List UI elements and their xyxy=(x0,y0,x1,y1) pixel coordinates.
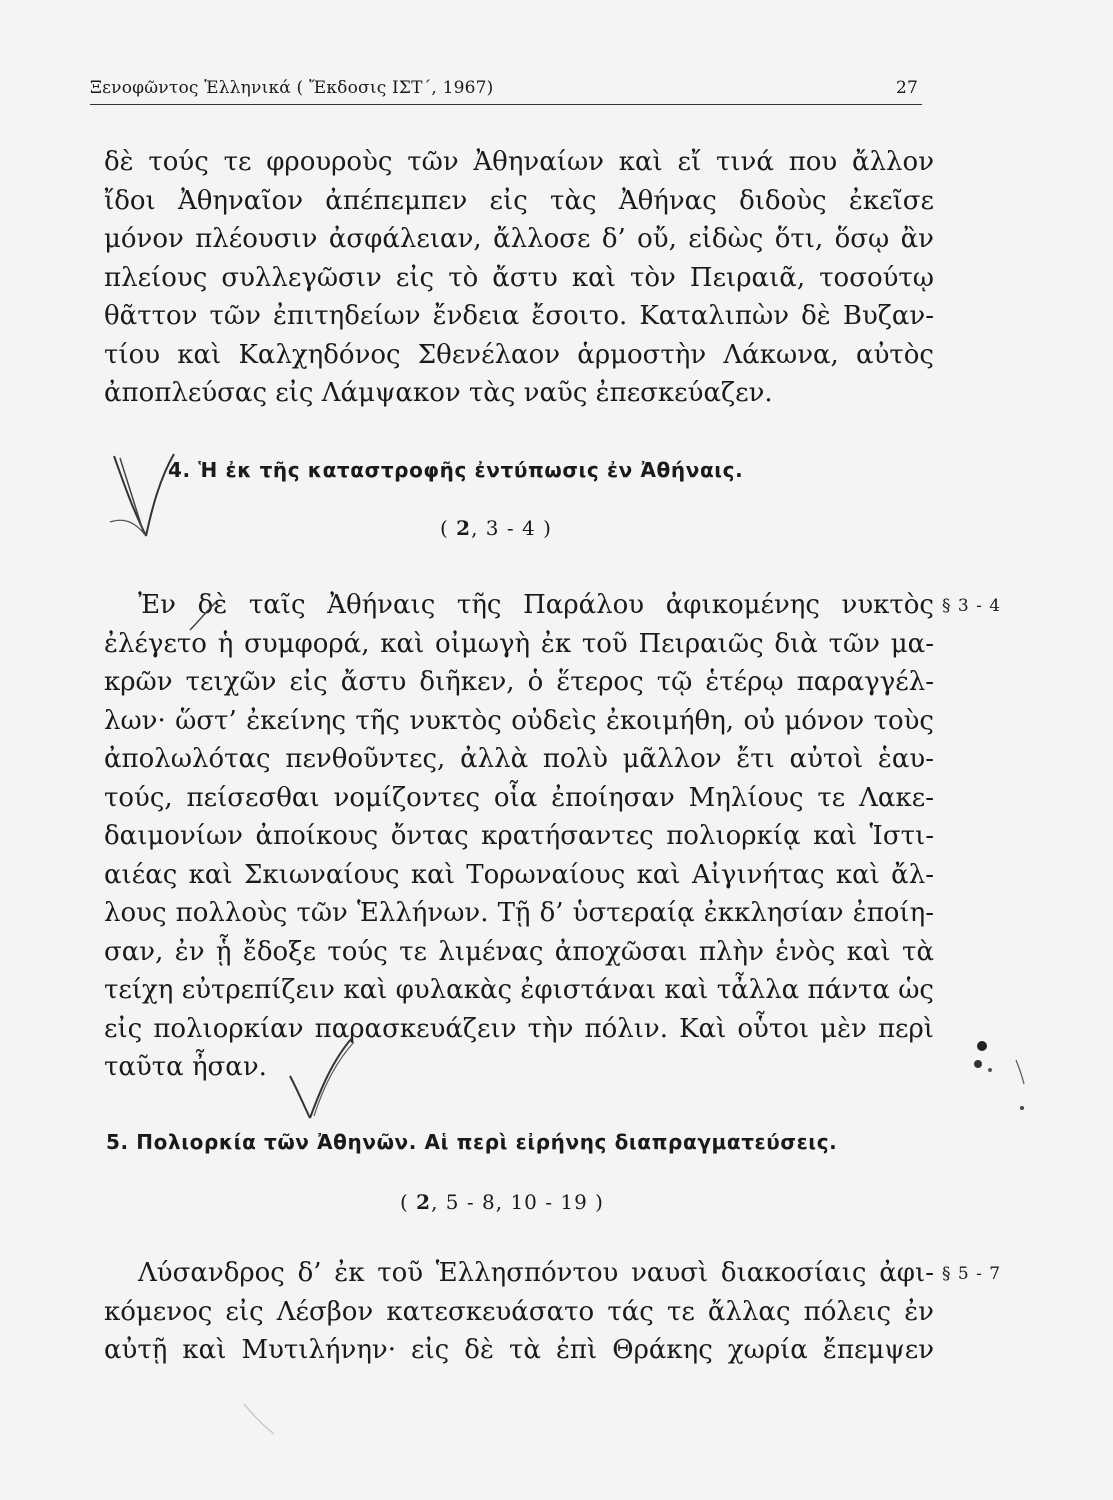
text-line: τίου καὶ Καλχηδόνος Σθενέλαον ἁρμοστὴν Λάκωνα, αὐτὸς xyxy=(104,339,934,370)
section-4-heading: 4. Ἡ ἐκ τῆς καταστροφῆς ἐντύπωσις ἐν Ἀθήναις. xyxy=(168,458,744,482)
text-line: κόμενος εἰς Λέσβον κατεσκευάσατο τάς τε ἄλλας πόλεις ἐν xyxy=(104,1296,934,1327)
ref-rest: , 5 - 8, 10 - 19 ) xyxy=(431,1190,604,1214)
section-4-paragraph xyxy=(104,586,934,1087)
text-line: κρῶν τειχῶν εἰς ἄστυ διῆκεν, ὁ ἕτερος τῷ ἑτέρῳ παραγγέλ- xyxy=(104,667,934,697)
text-line: θᾶττον τῶν ἐπιτηδείων ἔνδεια ἔσοιτο. Καταλιπὼν δὲ Βυζαν- xyxy=(104,301,934,331)
section-5-paragraph xyxy=(104,1254,934,1370)
text-line: Λύσανδρος δ’ ἐκ τοῦ Ἑλλησπόντου ναυσὶ διακοσίαις ἀφι- xyxy=(138,1258,934,1288)
text-line: ἀποπλεύσας εἰς Λάμψακον τὰς ναῦς ἐπεσκεύαζεν. xyxy=(104,378,773,408)
text-line: μόνον πλέουσιν ἀσφάλειαν, ἄλλοσε δ’ οὔ, εἰδὼς ὅτι, ὅσῳ ἂν xyxy=(104,224,934,254)
text-line: Ἐν δὲ ταῖς Ἀθήναις τῆς Παράλου ἀφικομένης νυκτὸς xyxy=(138,590,934,620)
text-line: λων· ὥστ’ ἐκείνης τῆς νυκτὸς οὐδεὶς ἐκοιμήθη, οὐ μόνον τοὺς xyxy=(104,705,934,736)
ref-open: ( xyxy=(400,1190,417,1214)
running-header xyxy=(90,74,922,102)
text-line: αιέας καὶ Σκιωναίους καὶ Τορωναίους καὶ Αἰγινήτας καὶ ἄλ- xyxy=(104,859,934,890)
text-line: δὲ τούς τε φρουροὺς τῶν Ἀθηναίων καὶ εἴ τινά που ἄλλον xyxy=(104,147,934,177)
running-title: Ξενοφῶντος Ἑλληνικά ( Ἔκδοσις ΙΣΤ΄, 1967) xyxy=(90,78,494,98)
page-number: 27 xyxy=(895,78,918,98)
handwritten-check-mark-icon-2 xyxy=(280,1036,360,1126)
text-line: πλείους συλλεγῶσιν εἰς τὸ ἄστυ καὶ τὸν Πειραιᾶ, τοσούτῳ xyxy=(104,262,934,293)
text-line: ταῦτα ἦσαν. xyxy=(104,1052,267,1082)
text-line: αὐτῇ καὶ Μυτιλήνην· εἰς δὲ τὰ ἐπὶ Θράκης χωρία ἔπεμψεν xyxy=(104,1335,934,1365)
ink-speck-mark-icon xyxy=(960,1030,1040,1130)
ref-book-number: 2 xyxy=(456,516,472,540)
handwritten-tick-icon xyxy=(186,600,220,634)
section-5-heading: 5. Πολιορκία τῶν Ἀθηνῶν. Αἱ περὶ εἰρήνης διαπραγματεύσεις. xyxy=(106,1130,838,1154)
section-5-reference xyxy=(400,1190,604,1214)
handwritten-check-mark-icon xyxy=(100,448,180,548)
text-line: δαιμονίων ἀποίκους ὄντας κρατήσαντες πολιορκίᾳ καὶ Ἱστι- xyxy=(104,821,934,851)
margin-section-ref-3-4: § 3 - 4 xyxy=(942,596,1002,616)
ref-book-number: 2 xyxy=(416,1190,432,1214)
header-rule xyxy=(90,104,922,105)
faint-pencil-stroke-icon xyxy=(240,1400,280,1440)
margin-section-ref-5-7: § 5 - 7 xyxy=(942,1264,1002,1284)
text-line: σαν, ἐν ᾗ ἔδοξε τούς τε λιμένας ἀποχῶσαι πλὴν ἑνὸς καὶ τὰ xyxy=(104,936,934,967)
ref-rest: , 3 - 4 ) xyxy=(471,516,552,540)
text-line: εἰς πολιορκίαν παρασκευάζειν τὴν πόλιν. Καὶ οὗτοι μὲν περὶ xyxy=(104,1013,934,1044)
text-line: ἴδοι Ἀθηναῖον ἀπέπεμπεν εἰς τὰς Ἀθήνας διδοὺς ἐκεῖσε xyxy=(104,185,934,216)
ref-open: ( xyxy=(440,516,457,540)
text-line: λους πολλοὺς τῶν Ἑλλήνων. Τῇ δ’ ὑστεραίᾳ ἐκκλησίαν ἐποίη- xyxy=(104,898,934,928)
text-line: ἀπολωλότας πενθοῦντες, ἀλλὰ πολὺ μᾶλλον ἔτι αὐτοὶ ἑαυ- xyxy=(104,744,934,774)
text-line: τούς, πείσεσθαι νομίζοντες οἷα ἐποίησαν Μηλίους τε Λακε- xyxy=(104,782,934,813)
section-4-reference xyxy=(440,516,552,540)
text-line: τείχη εὐτρεπίζειν καὶ φυλακὰς ἐφιστάναι καὶ τἆλλα πάντα ὡς xyxy=(104,975,934,1005)
text-line: ἐλέγετο ἡ συμφορά, καὶ οἰμωγὴ ἐκ τοῦ Πειραιῶς διὰ τῶν μα- xyxy=(104,628,934,659)
paragraph-continued xyxy=(104,143,934,413)
